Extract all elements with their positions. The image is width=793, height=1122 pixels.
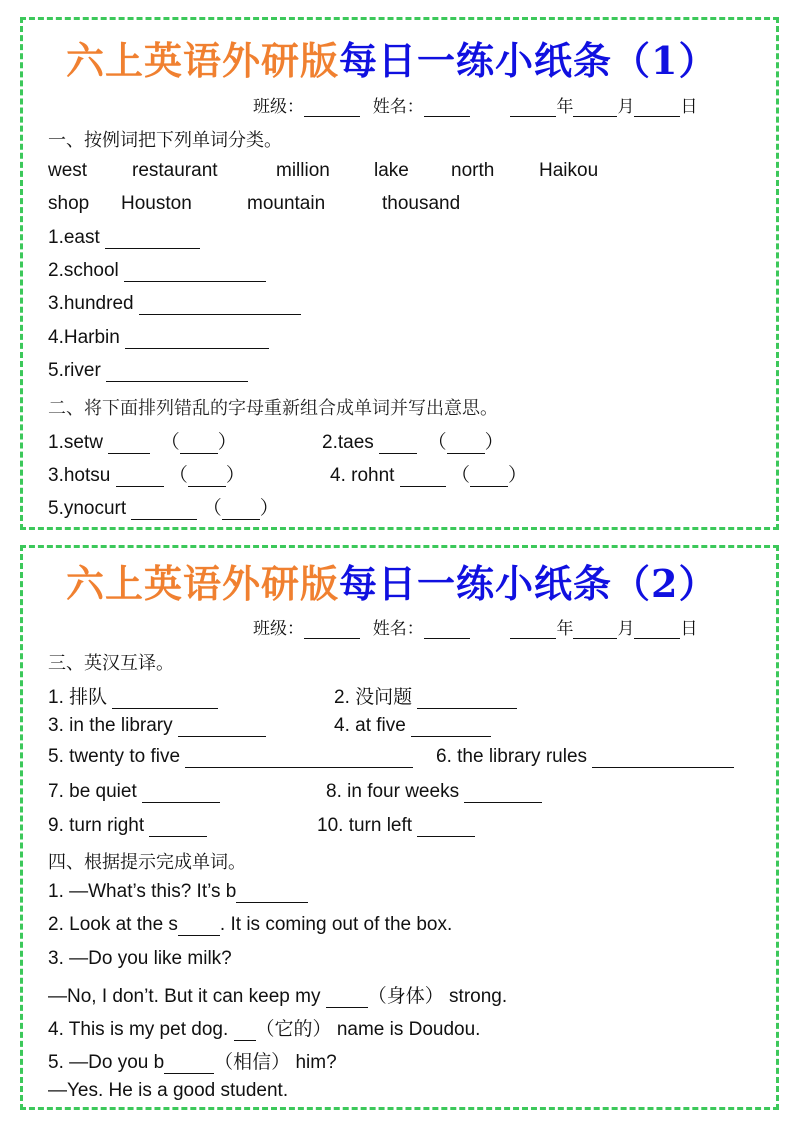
item-label: 7. be quiet bbox=[48, 781, 137, 802]
item-label: 9. turn right bbox=[48, 815, 145, 836]
meaning-blank[interactable] bbox=[470, 469, 508, 487]
item-text: —No, I don’t. But it can keep my bbox=[48, 986, 326, 1007]
answer-blank[interactable] bbox=[142, 785, 220, 803]
item-label: 2.taes bbox=[322, 432, 374, 453]
hint-text: （身体） bbox=[367, 986, 444, 1007]
s4-item-5-question bbox=[48, 1047, 337, 1074]
item-label: 3.hundred bbox=[48, 293, 134, 314]
day-field[interactable] bbox=[634, 623, 680, 639]
s4-item-1 bbox=[48, 881, 308, 903]
word-bank-item: north bbox=[451, 160, 495, 181]
item-label: 8. in four weeks bbox=[326, 781, 460, 802]
year-label: 年 bbox=[556, 619, 574, 638]
answer-blank[interactable] bbox=[178, 719, 266, 737]
item-label: 5.ynocurt bbox=[48, 498, 127, 519]
word-bank-row-2 bbox=[0, 193, 793, 217]
card2-title-orange: 六上英语外研版 bbox=[66, 561, 340, 606]
s2-item-5 bbox=[48, 493, 279, 520]
item-text: . It is coming out of the box. bbox=[219, 914, 453, 935]
item-label: 2.school bbox=[48, 260, 119, 281]
answer-blank[interactable] bbox=[164, 1056, 214, 1074]
name-label: 姓名： bbox=[372, 97, 424, 116]
section2-heading: 二、将下面排列错乱的字母重新组合成单词并写出意思。 bbox=[48, 398, 498, 418]
s3-item-8 bbox=[326, 781, 542, 803]
paren: （ bbox=[451, 465, 471, 486]
month-label: 月 bbox=[617, 619, 635, 638]
hint-text: （相信） bbox=[214, 1052, 291, 1073]
word-bank-item: mountain bbox=[247, 193, 326, 214]
paren: （ bbox=[427, 432, 447, 453]
item-text: 4. This is my pet dog. bbox=[48, 1019, 234, 1040]
item-label: 3. in the library bbox=[48, 715, 173, 736]
day-label: 日 bbox=[680, 97, 698, 116]
word-bank-item: thousand bbox=[382, 193, 461, 214]
s3-item-6 bbox=[436, 746, 734, 768]
s4-item-4 bbox=[48, 1014, 480, 1041]
word-bank-item: lake bbox=[374, 160, 409, 181]
name-field[interactable] bbox=[424, 101, 470, 117]
item-label: 3.hotsu bbox=[48, 465, 111, 486]
item-label: 10. turn left bbox=[317, 815, 413, 836]
item-text: strong. bbox=[449, 986, 508, 1007]
s1-item-1 bbox=[48, 227, 200, 249]
answer-blank[interactable] bbox=[149, 819, 207, 837]
item-label: 5.river bbox=[48, 360, 101, 381]
s4-item-2 bbox=[48, 914, 452, 936]
item-text: 5. —Do you b bbox=[48, 1052, 165, 1073]
item-text: 1. —What’s this? It’s b bbox=[48, 881, 237, 902]
answer-blank[interactable] bbox=[234, 1023, 256, 1041]
section3-heading: 三、英汉互译。 bbox=[48, 653, 174, 673]
answer-blank[interactable] bbox=[178, 918, 220, 936]
day-label: 日 bbox=[680, 619, 698, 638]
item-label: 2. 没问题 bbox=[334, 687, 413, 708]
paren: （ bbox=[168, 465, 188, 486]
s4-item-5-answer: —Yes. He is a good student. bbox=[48, 1080, 289, 1101]
answer-blank[interactable] bbox=[116, 469, 164, 487]
card2-title-blue: 每日一练小纸条（2） bbox=[339, 561, 718, 606]
section4-heading: 四、根据提示完成单词。 bbox=[48, 852, 246, 872]
answer-blank[interactable] bbox=[108, 436, 150, 454]
month-field[interactable] bbox=[573, 623, 617, 639]
paren: ） bbox=[225, 465, 245, 486]
item-label: 6. the library rules bbox=[436, 746, 588, 767]
item-label: 4. at five bbox=[334, 715, 406, 736]
answer-blank[interactable] bbox=[112, 691, 218, 709]
s1-item-2 bbox=[48, 260, 266, 282]
item-label: 4.Harbin bbox=[48, 327, 120, 348]
month-field[interactable] bbox=[573, 101, 617, 117]
s3-item-5 bbox=[48, 746, 413, 768]
paren: ） bbox=[259, 498, 279, 519]
s3-item-9 bbox=[48, 815, 207, 837]
section1-heading: 一、按例词把下列单词分类。 bbox=[48, 130, 282, 150]
s2-item-4 bbox=[330, 460, 527, 487]
answer-blank[interactable] bbox=[411, 719, 491, 737]
card1-title-orange: 六上英语外研版 bbox=[66, 38, 340, 83]
s4-item-3-question: 3. —Do you like milk? bbox=[48, 948, 232, 969]
item-label: 4. rohnt bbox=[330, 465, 395, 486]
year-field[interactable] bbox=[510, 623, 556, 639]
item-text: 2. Look at the s bbox=[48, 914, 178, 935]
s3-item-2 bbox=[334, 682, 517, 709]
class-label: 班级： bbox=[253, 619, 304, 638]
answer-blank[interactable] bbox=[417, 819, 475, 837]
answer-blank[interactable] bbox=[379, 436, 417, 454]
class-field[interactable] bbox=[304, 101, 360, 117]
answer-blank[interactable] bbox=[464, 785, 542, 803]
s2-item-1 bbox=[48, 427, 237, 454]
word-bank-item: million bbox=[276, 160, 330, 181]
answer-blank[interactable] bbox=[592, 750, 734, 768]
word-bank-item: west bbox=[48, 160, 88, 181]
s1-item-4 bbox=[48, 327, 269, 349]
meaning-blank[interactable] bbox=[188, 469, 226, 487]
month-label: 月 bbox=[617, 97, 635, 116]
day-field[interactable] bbox=[634, 101, 680, 117]
paren: （ bbox=[160, 432, 180, 453]
card2-meta bbox=[253, 614, 697, 639]
answer-blank[interactable] bbox=[106, 364, 248, 382]
s3-item-1 bbox=[48, 682, 218, 709]
s4-item-3-answer bbox=[48, 981, 507, 1008]
answer-blank[interactable] bbox=[417, 691, 517, 709]
s1-item-5 bbox=[48, 360, 248, 382]
answer-blank[interactable] bbox=[185, 750, 413, 768]
word-bank-row-1 bbox=[0, 160, 793, 184]
class-field[interactable] bbox=[304, 623, 360, 639]
item-label: 5. twenty to five bbox=[48, 746, 181, 767]
s2-item-2 bbox=[322, 427, 504, 454]
word-bank-item: shop bbox=[48, 193, 90, 214]
s3-item-4 bbox=[334, 715, 491, 737]
class-label: 班级： bbox=[253, 97, 304, 116]
answer-blank[interactable] bbox=[139, 297, 301, 315]
card1-title bbox=[66, 30, 717, 85]
word-bank-item: Houston bbox=[121, 193, 192, 214]
paren: （ bbox=[202, 498, 222, 519]
paren: ） bbox=[484, 432, 504, 453]
answer-blank[interactable] bbox=[400, 469, 446, 487]
s3-item-3 bbox=[48, 715, 266, 737]
answer-blank[interactable] bbox=[131, 502, 197, 520]
item-label: 1. 排队 bbox=[48, 687, 108, 708]
word-bank-item: restaurant bbox=[132, 160, 218, 181]
answer-blank[interactable] bbox=[236, 885, 308, 903]
card2-title bbox=[66, 553, 717, 608]
paren: ） bbox=[217, 432, 237, 453]
name-field[interactable] bbox=[424, 623, 470, 639]
meaning-blank[interactable] bbox=[447, 436, 485, 454]
s3-item-7 bbox=[48, 781, 220, 803]
item-label: 1.east bbox=[48, 227, 100, 248]
answer-blank[interactable] bbox=[125, 331, 269, 349]
meaning-blank[interactable] bbox=[180, 436, 218, 454]
word-bank-item: Haikou bbox=[539, 160, 599, 181]
answer-blank[interactable] bbox=[326, 990, 368, 1008]
card1-meta bbox=[253, 92, 697, 117]
item-text: him? bbox=[295, 1052, 337, 1073]
name-label: 姓名： bbox=[372, 619, 424, 638]
card1-title-blue: 每日一练小纸条（1） bbox=[339, 38, 718, 83]
s1-item-3 bbox=[48, 293, 301, 315]
s3-item-10 bbox=[317, 815, 475, 837]
s2-item-3 bbox=[48, 460, 245, 487]
item-label: 1.setw bbox=[48, 432, 103, 453]
answer-blank[interactable] bbox=[124, 264, 266, 282]
hint-text: （它的） bbox=[255, 1019, 332, 1040]
year-field[interactable] bbox=[510, 101, 556, 117]
paren: ） bbox=[508, 465, 528, 486]
answer-blank[interactable] bbox=[105, 231, 200, 249]
meaning-blank[interactable] bbox=[222, 502, 260, 520]
year-label: 年 bbox=[556, 97, 574, 116]
item-text: name is Doudou. bbox=[336, 1019, 481, 1040]
